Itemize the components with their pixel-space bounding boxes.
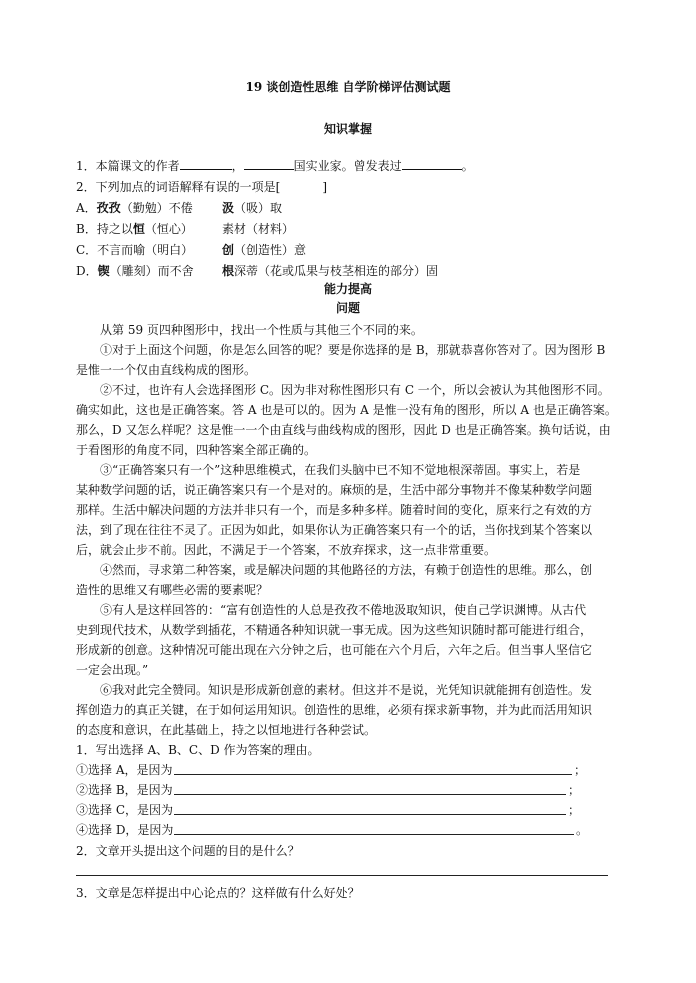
q1-text-c: 国实业家。曾发表过 [293, 159, 402, 173]
passage-line: 的态度和意识，在此基础上，持之以恒地进行各种尝试。 [76, 723, 377, 737]
passage-line: 于看图形的角度不同，四种答案全部正确的。 [76, 443, 317, 457]
option-d-second [222, 262, 438, 280]
passage-line: ①对于上面这个问题，你是怎么回答的呢？要是你选择的是 B，那就恭喜你答对了。因为图形 B [100, 343, 606, 357]
passage-line: 史到现代技术，从数学到插花，不精通各种知识就一事无成。因为这些知识随时都可能进行组合， [76, 623, 593, 637]
passage-line: 某种数学问题的话，说正确答案只有一个是对的。麻烦的是，生活中部分事物并不像某种数学问题 [76, 483, 593, 497]
q1-blank-country[interactable] [244, 157, 294, 170]
passage-line: ④然而，寻求第二种答案，或是解决问题的其他路径的方法，有赖于创造性的思维。那么，创 [100, 563, 593, 577]
option-a-gloss-1: （勤勉）不倦 [120, 201, 193, 215]
question-2 [76, 178, 327, 196]
option-b-label: B．持之以 [76, 222, 133, 236]
option-c-gloss-2: （创造性）意 [234, 243, 307, 257]
option-a-gloss-2: （吸）取 [234, 201, 283, 215]
reason-a-end: ； [574, 763, 587, 777]
passage-line: 法，到了现在往往不灵了。正因为如此，如果你认为正确答案只有一个的话，当你找到某个答案以 [76, 523, 593, 537]
option-b-gloss-1: （恒心） [144, 222, 193, 236]
purpose-answer-line[interactable] [76, 875, 608, 876]
reason-d-end: 。 [576, 823, 589, 837]
option-b-second: 素材（材料） [222, 222, 295, 236]
q1-text-d: 。 [461, 159, 474, 173]
question-1 [76, 157, 474, 175]
passage-line: ③“正确答案只有一个”这种思维模式，在我们头脑中已不知不觉地根深蒂固。事实上，若是 [100, 463, 581, 477]
q1-text-a: 1．本篇课文的作者 [76, 159, 180, 173]
section-heading-ability: 能力提高 [323, 282, 372, 296]
passage-line: ②不过，也许有人会选择图形 C。因为非对称性图形只有 C 一个，所以会被认为其他图形不同。 [100, 383, 610, 397]
option-a-label: A． [76, 201, 97, 215]
passage-line: ⑤有人是这样回答的：“富有创造性的人总是孜孜不倦地汲取知识，使自己学识渊博。从古代 [100, 603, 587, 617]
q1-blank-work[interactable] [402, 157, 462, 170]
question-thesis: 3．文章是怎样提出中心论点的？这样做有什么好处？ [76, 886, 360, 900]
reason-b-answer-line[interactable] [174, 794, 566, 795]
page-title: 19 谈创造性思维 自学阶梯评估测试题 [245, 80, 451, 94]
section-heading-knowledge: 知识掌握 [323, 122, 372, 136]
passage-line: 是惟一一个仅由直线构成的图形。 [76, 363, 257, 377]
passage-line: 后，就会止步不前。因此，不满足于一个答案，不放弃探求，这一点非常重要。 [76, 543, 497, 557]
option-c-second [222, 241, 306, 259]
option-b-word-1: 恒 [132, 222, 145, 236]
reason-c-end: ； [568, 803, 581, 817]
q1-text-b: ， [231, 159, 244, 173]
option-c-word-2: 创 [222, 243, 235, 257]
question-reasons: 1．写出选择 A、B、C、D 作为答案的理由。 [76, 743, 320, 757]
passage-line: 形成新的创意。这种情况可能出现在六分钟之后，也可能在六个月后，六年之后。但当事人坚信它 [76, 643, 593, 657]
passage-line: ⑥我对此完全赞同。知识是形成新创意的素材。但这并不是说，光凭知识就能拥有创造性。发 [100, 683, 593, 697]
passage-line: 从第 59 页四种图形中，找出一个性质与其他三个不同的来。 [100, 323, 423, 337]
passage-line: 挥创造力的真正关键，在于如何运用知识。创造性的思维，必须有探求新事物，并为此而活用知识 [76, 703, 593, 717]
reason-d-label: ④选择 D，是因为 [76, 823, 174, 837]
reason-a-label: ①选择 A，是因为 [76, 763, 173, 777]
passage-line: 一定会出现。” [76, 663, 149, 677]
option-d-gloss-2: 深蒂（花或瓜果与枝茎相连的部分）固 [234, 264, 439, 278]
reason-b-label: ②选择 B，是因为 [76, 783, 173, 797]
option-d-word-2: 根 [222, 264, 235, 278]
option-a [76, 199, 193, 217]
passage-line: 那么，D 又怎么样呢？这是惟一一个由直线与曲线构成的图形，因此 D 也是正确答案。换句话说，由 [76, 423, 611, 437]
option-c: C．不言而喻（明白） [76, 243, 194, 257]
reason-c-label: ③选择 C，是因为 [76, 803, 173, 817]
option-d [76, 262, 194, 280]
reason-b-end: ； [568, 783, 581, 797]
passage-line: 造性的思维又有哪些必需的要素呢？ [76, 583, 269, 597]
option-d-label: D． [76, 264, 98, 278]
reason-a-answer-line[interactable] [174, 774, 572, 775]
reason-d-answer-line[interactable] [174, 834, 574, 835]
question-purpose: 2．文章开头提出这个问题的目的是什么？ [76, 844, 300, 858]
passage-title: 问题 [335, 301, 360, 315]
option-a-word-2: 汲 [222, 201, 235, 215]
option-b [76, 220, 193, 238]
option-d-gloss-1: （雕刻）而不舍 [109, 264, 194, 278]
passage-line: 那样。生活中解决问题的方法并非只有一个，而是多种多样。随着时间的变化，原来行之有效的方 [76, 503, 593, 517]
option-a-word-1: 孜孜 [96, 201, 121, 215]
option-a-second [222, 199, 282, 217]
reason-c-answer-line[interactable] [174, 814, 566, 815]
option-d-word-1: 锲 [97, 264, 110, 278]
passage-line: 确实如此，这也是正确答案。答 A 也是可以的。因为 A 是惟一没有角的图形，所以 A 也是正确答案。 [76, 403, 617, 417]
q1-blank-author[interactable] [180, 157, 232, 170]
q2-text-b: ] [322, 180, 328, 194]
q2-text-a: 2．下列加点的词语解释有误的一项是[ [76, 180, 281, 194]
